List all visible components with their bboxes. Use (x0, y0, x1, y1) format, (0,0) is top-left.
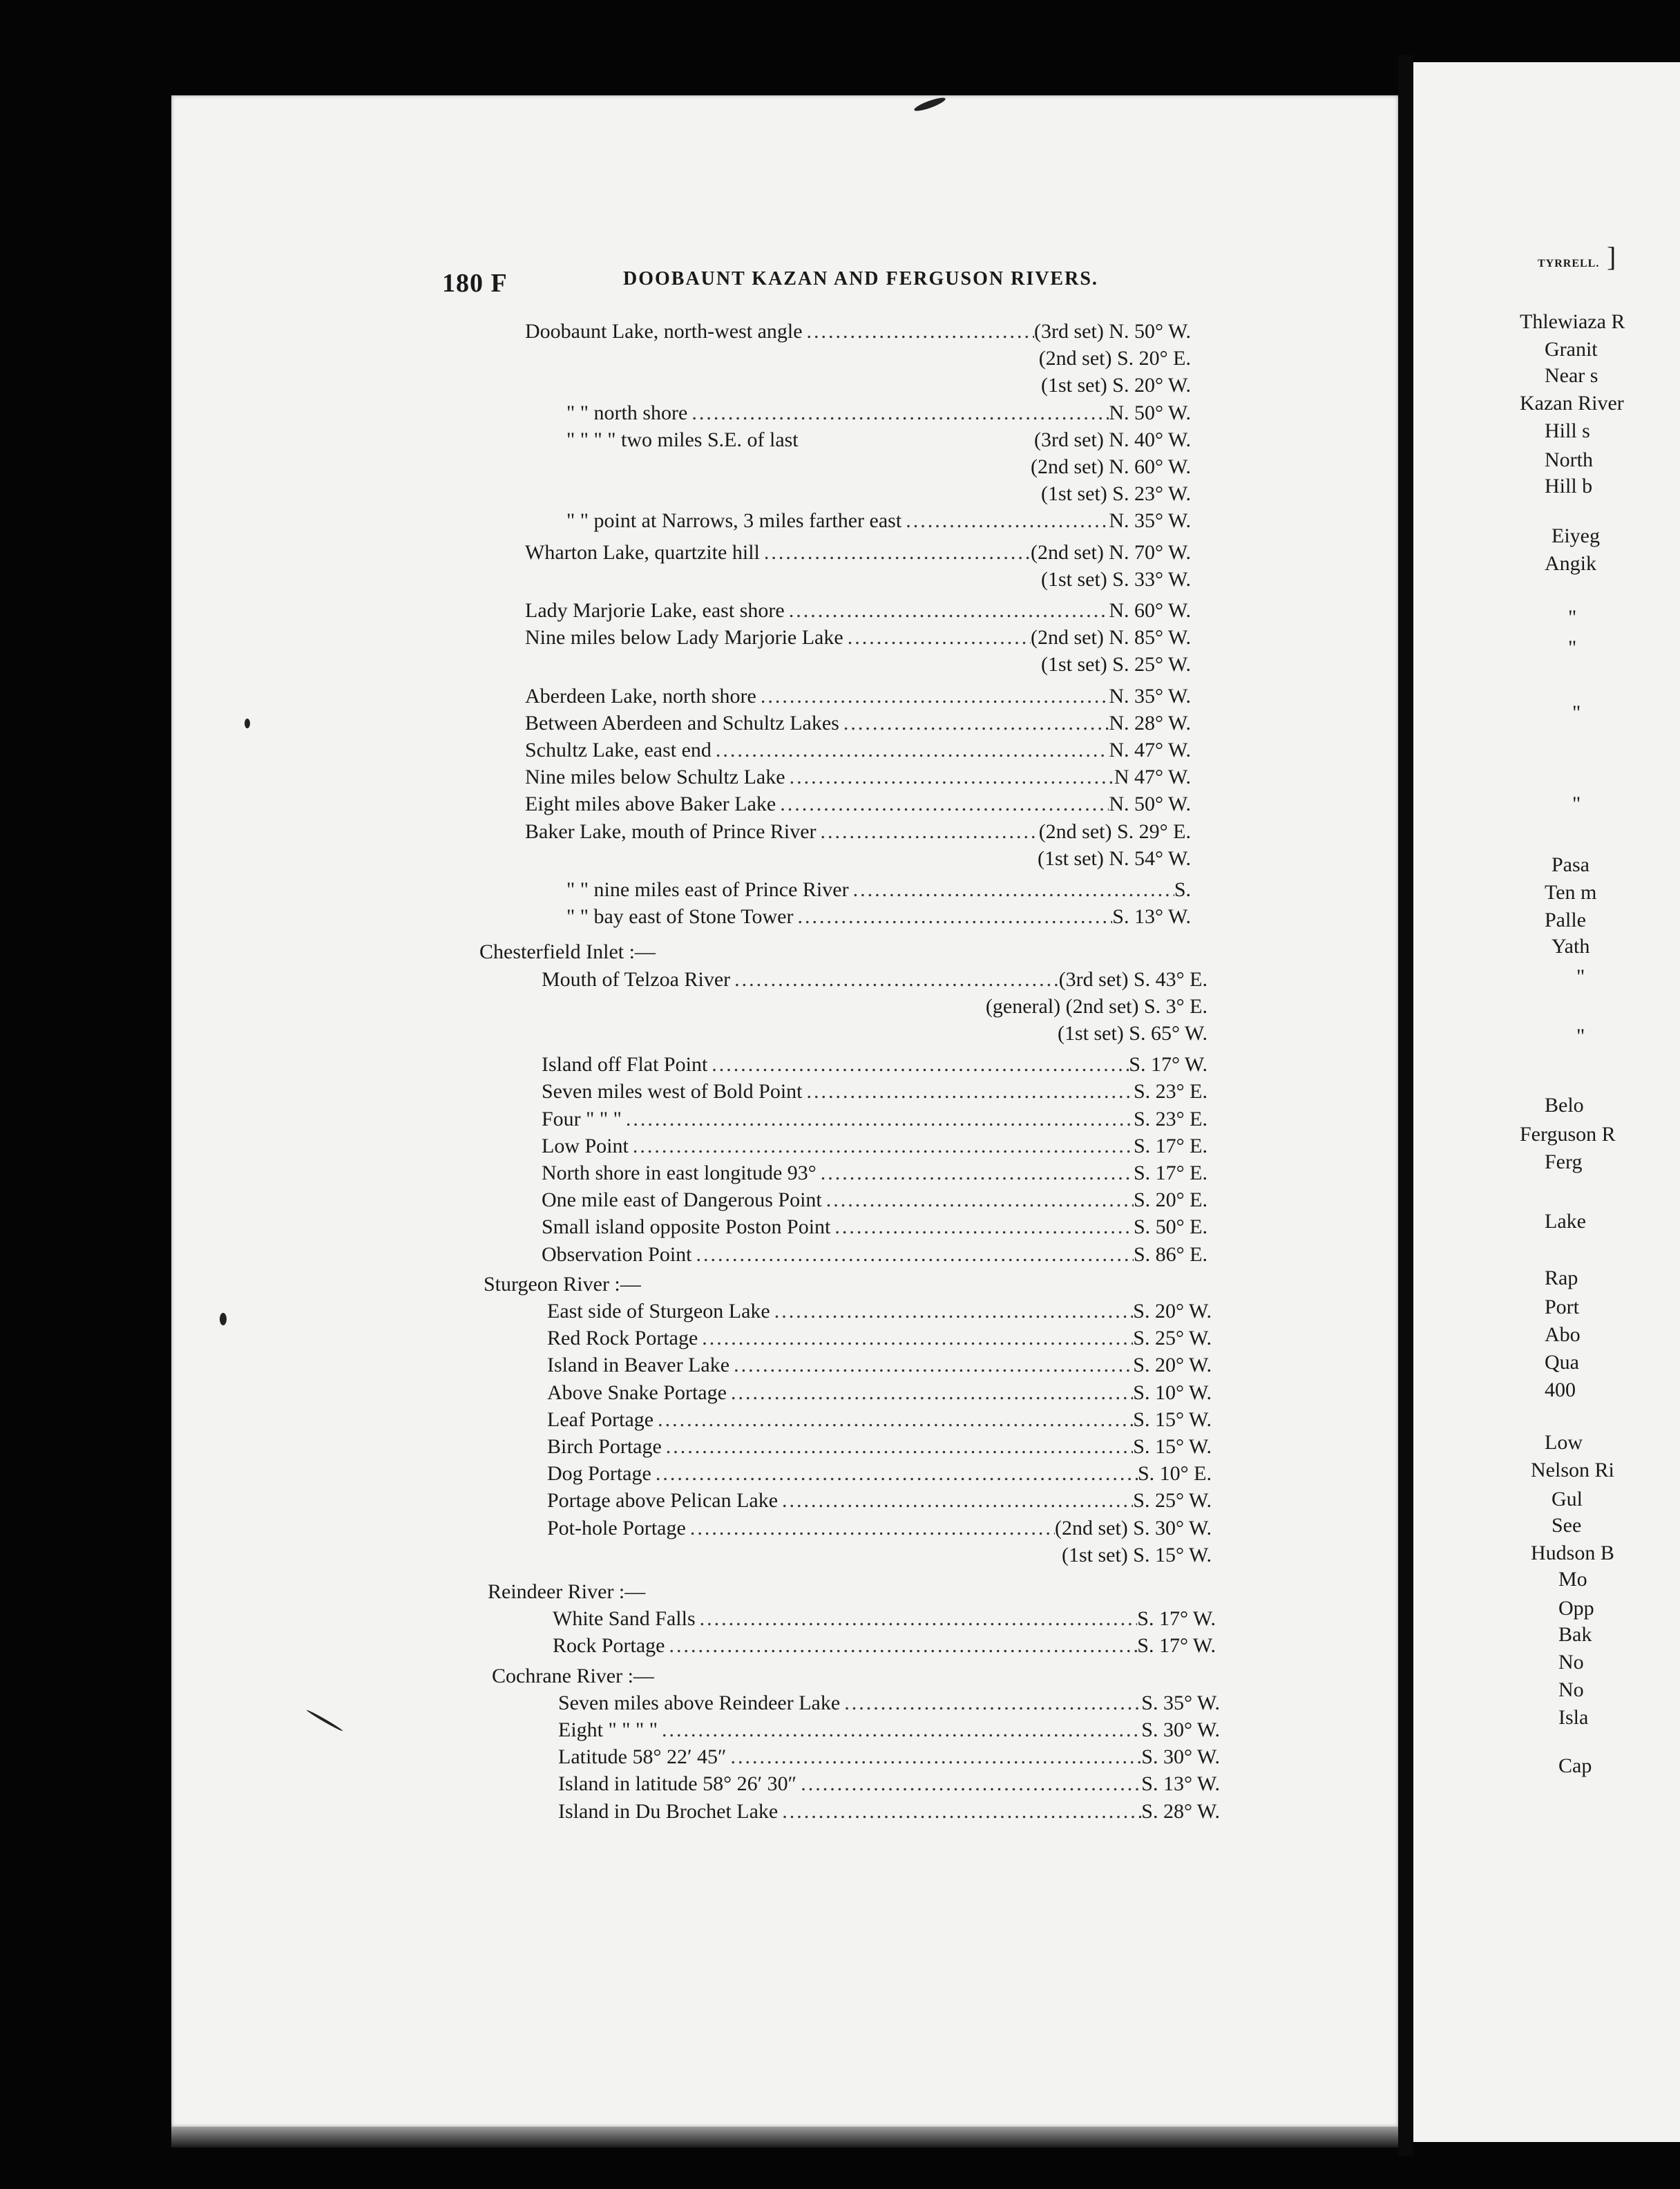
table-row (547, 1542, 1212, 1569)
table-row (525, 737, 1191, 764)
bearing-value: N. 35° W. (1109, 685, 1191, 708)
location-label: Eight miles above Baker Lake (525, 793, 776, 815)
bearing-value: S. 50° E. (1133, 1215, 1208, 1238)
page-bottom-shadow (171, 2127, 1398, 2148)
dot-leader (817, 1159, 1134, 1187)
bearing-value: (3rd set) S. 43° E. (1058, 968, 1208, 991)
location-label: Portage above Pelican Lake (547, 1489, 779, 1512)
location-label: Mouth of Telzoa River (542, 968, 731, 991)
bearing-value: S. 13° W. (1112, 905, 1191, 928)
right-page-line: Angik (1545, 552, 1596, 575)
dot-leader (760, 539, 1031, 567)
right-page-line: Ferguson R (1520, 1123, 1616, 1146)
bearing-value: N. 35° W. (1109, 509, 1191, 532)
table-row (525, 818, 1191, 846)
table-row (547, 1433, 1212, 1461)
dot-leader (686, 1515, 1055, 1542)
bearing-value: S. 17° W. (1137, 1607, 1216, 1630)
dot-leader (687, 399, 1109, 427)
location-label: Island in Du Brochet Lake (558, 1800, 779, 1823)
right-page-line: Palle (1545, 909, 1586, 931)
bearing-value: S. 20° E. (1133, 1188, 1208, 1211)
dot-leader (840, 1689, 1141, 1717)
right-page-line: Hudson B (1531, 1542, 1614, 1564)
location-label: Low Point (542, 1135, 629, 1157)
dot-leader (651, 1460, 1138, 1488)
section-heading: Cochrane River :— (492, 1665, 654, 1687)
dot-leader (665, 1632, 1137, 1660)
table-row (525, 318, 1191, 345)
right-page-line: Gul (1552, 1488, 1583, 1510)
right-page-line: Rap (1545, 1267, 1578, 1289)
dot-leader (776, 790, 1109, 818)
bearing-value: N. 60° W. (1109, 599, 1191, 622)
table-row (566, 876, 1191, 904)
bearing-value: (2nd set) S. 30° W. (1054, 1517, 1212, 1539)
right-page-line: " (1572, 793, 1581, 815)
location-label: Red Rock Portage (547, 1327, 698, 1349)
location-label: Island off Flat Point (542, 1053, 708, 1076)
table-row (547, 1406, 1212, 1434)
dot-leader (778, 1798, 1141, 1826)
right-page-line: Hill b (1545, 475, 1593, 498)
table-row (525, 566, 1191, 594)
right-page-line: Ferg (1545, 1150, 1583, 1173)
bearing-value: S. 25° W. (1133, 1489, 1212, 1512)
location-label: Nine miles below Lady Marjorie Lake (525, 626, 843, 649)
bearing-value: S. 86° E. (1133, 1243, 1208, 1266)
bearing-value: S. (1174, 878, 1191, 901)
dot-leader (658, 1716, 1141, 1744)
bearing-value: N 47° W. (1114, 766, 1191, 788)
bearing-value: (1st set) S. 20° W. (1040, 374, 1191, 397)
location-label: " " point at Narrows, 3 miles farther east (566, 509, 902, 532)
dot-leader (830, 1213, 1134, 1241)
location-label: Seven miles above Reindeer Lake (558, 1692, 841, 1714)
location-label: Eight " " " " (558, 1718, 658, 1741)
right-page-line: No (1558, 1678, 1584, 1701)
bearing-value: S. 25° W. (1133, 1327, 1212, 1349)
table-row (525, 372, 1191, 399)
location-label: Between Aberdeen and Schultz Lakes (525, 712, 839, 735)
bearing-value: (2nd set) S. 20° E. (1038, 347, 1191, 370)
location-label: North shore in east longitude 93° (542, 1162, 817, 1184)
right-page-line: Cap (1558, 1754, 1592, 1777)
right-page-line: 400 (1545, 1378, 1576, 1401)
table-row (547, 1515, 1212, 1542)
bearing-value: (3rd set) N. 40° W. (1034, 428, 1191, 451)
dot-leader (785, 764, 1114, 791)
bearing-value: S. 28° W. (1141, 1800, 1220, 1823)
table-row (542, 1133, 1208, 1160)
bearing-value: S. 15° W. (1133, 1408, 1212, 1431)
right-page-line: Low (1545, 1431, 1583, 1454)
table-row (566, 903, 1191, 931)
bearing-value: (1st set) S. 33° W. (1040, 568, 1191, 591)
right-page-line: Opp (1558, 1597, 1594, 1620)
right-page-line: Port (1545, 1296, 1580, 1318)
bearing-value: S. 10° E. (1137, 1462, 1212, 1485)
right-page-line: No (1558, 1651, 1584, 1674)
table-row (547, 1487, 1212, 1515)
table-row (542, 993, 1208, 1021)
table-row (566, 399, 1191, 427)
table-row (525, 480, 1191, 508)
table-row (525, 597, 1191, 625)
dot-leader (796, 1770, 1141, 1798)
right-bracket: ] (1607, 241, 1616, 272)
table-row (547, 1379, 1212, 1407)
table-row (553, 1605, 1216, 1633)
right-running-head: TYRRELL. (1538, 258, 1600, 269)
location-label: " " " " two miles S.E. of last (566, 428, 799, 451)
location-label: Baker Lake, mouth of Prince River (525, 820, 817, 843)
dot-leader (849, 876, 1174, 904)
bearing-value: (1st set) S. 25° W. (1040, 653, 1191, 676)
right-page-line: Belo (1545, 1094, 1584, 1117)
location-label: Four " " " (542, 1108, 622, 1130)
ink-speck (245, 719, 250, 728)
right-page-line: Isla (1558, 1706, 1589, 1729)
dot-leader (793, 903, 1112, 931)
dot-leader (712, 737, 1109, 764)
right-page-line: " (1572, 701, 1581, 724)
right-page-line: " (1576, 965, 1585, 988)
right-page-line: North (1545, 448, 1593, 471)
location-label: White Sand Falls (553, 1607, 696, 1630)
table-row (558, 1798, 1220, 1826)
dot-leader (662, 1433, 1134, 1461)
bearing-value: S. 35° W. (1141, 1692, 1220, 1714)
table-row (525, 453, 1191, 481)
right-page-line: Mo (1558, 1568, 1587, 1591)
location-label: Above Snake Portage (547, 1381, 727, 1404)
right-page-line: Kazan River (1520, 392, 1624, 415)
table-row (525, 624, 1191, 652)
bearing-value: (general) (2nd set) S. 3° E. (985, 995, 1208, 1018)
bearing-value: N. 28° W. (1109, 712, 1191, 735)
bearing-value: (1st set) S. 23° W. (1040, 482, 1191, 505)
location-label: Nine miles below Schultz Lake (525, 766, 785, 788)
table-row (542, 1186, 1208, 1214)
right-page-line: Qua (1545, 1351, 1579, 1374)
bearing-value: S. 10° W. (1133, 1381, 1212, 1404)
table-row (542, 1051, 1208, 1079)
table-row (558, 1689, 1220, 1717)
right-page-line: Thlewiaza R (1520, 310, 1625, 333)
table-row (566, 426, 1191, 454)
table-row (558, 1743, 1220, 1771)
bearing-value: N. 50° W. (1109, 401, 1191, 424)
table-row (542, 1241, 1208, 1269)
dot-leader (698, 1325, 1133, 1352)
table-row (542, 966, 1208, 994)
right-page-line: " (1568, 606, 1577, 629)
location-label: Leaf Portage (547, 1408, 654, 1431)
dot-leader (727, 1379, 1133, 1407)
table-row (525, 345, 1191, 372)
bearing-value: (2nd set) N. 60° W. (1031, 455, 1191, 478)
right-page-line: Granit (1545, 338, 1598, 361)
right-page-line: See (1552, 1514, 1582, 1537)
bearing-value: N. 47° W. (1109, 739, 1191, 761)
location-label: East side of Sturgeon Lake (547, 1300, 770, 1323)
dot-leader (803, 1078, 1134, 1106)
dot-leader (822, 1186, 1134, 1214)
table-row (542, 1020, 1208, 1048)
section-heading: Chesterfield Inlet :— (479, 940, 656, 963)
right-page-line: Lake (1545, 1210, 1586, 1233)
bearing-value: S. 20° W. (1133, 1300, 1212, 1323)
bearing-value: S. 13° W. (1141, 1772, 1220, 1795)
right-page-line: " (1568, 636, 1577, 659)
table-row (525, 790, 1191, 818)
location-label: One mile east of Dangerous Point (542, 1188, 822, 1211)
location-label: Island in latitude 58° 26′ 30″ (558, 1772, 797, 1795)
right-page-line: Ten m (1545, 881, 1597, 904)
bearing-value: (1st set) S. 15° W. (1061, 1544, 1212, 1566)
location-label: Aberdeen Lake, north shore (525, 685, 756, 708)
table-row (525, 539, 1191, 567)
table-row (547, 1352, 1212, 1379)
right-page-line: Abo (1545, 1323, 1581, 1346)
table-row (542, 1213, 1208, 1241)
table-row (553, 1632, 1216, 1660)
right-page-line: Bak (1558, 1623, 1592, 1646)
dot-leader (770, 1298, 1134, 1325)
dot-leader (817, 818, 1039, 846)
page-number: 180 F (442, 269, 508, 298)
book-gutter (1398, 55, 1413, 2156)
bearing-value: S. 23° E. (1133, 1080, 1208, 1103)
table-row (525, 764, 1191, 791)
location-label: Latitude 58° 22′ 45″ (558, 1745, 727, 1768)
dot-leader (622, 1106, 1134, 1133)
location-label: Rock Portage (553, 1634, 665, 1657)
table-row (566, 507, 1191, 535)
ink-speck (220, 1313, 227, 1325)
table-row (547, 1298, 1212, 1325)
dot-leader (707, 1051, 1129, 1079)
location-label: " " nine miles east of Prince River (566, 878, 849, 901)
dot-leader (901, 507, 1109, 535)
dot-leader (727, 1743, 1142, 1771)
bearing-value: N. 50° W. (1109, 793, 1191, 815)
bearing-value: S. 17° W. (1129, 1053, 1208, 1076)
table-row (525, 683, 1191, 710)
location-label: Wharton Lake, quartzite hill (525, 541, 760, 564)
bearing-value: (2nd set) N. 85° W. (1031, 626, 1191, 649)
dot-leader (653, 1406, 1133, 1434)
location-label: Island in Beaver Lake (547, 1354, 730, 1376)
location-label: Schultz Lake, east end (525, 739, 712, 761)
location-label: Dog Portage (547, 1462, 651, 1485)
section-heading: Reindeer River :— (488, 1580, 646, 1603)
right-page-line: Near s (1545, 364, 1598, 387)
dot-leader (843, 624, 1031, 652)
bearing-value: (1st set) N. 54° W. (1038, 847, 1191, 870)
table-row (542, 1078, 1208, 1106)
table-row (558, 1716, 1220, 1744)
running-head: DOOBAUNT KAZAN AND FERGUSON RIVERS. (623, 268, 1098, 290)
table-row (547, 1325, 1212, 1352)
dot-leader (785, 597, 1109, 625)
location-label: " " north shore (566, 401, 688, 424)
right-page-line: Hill s (1545, 419, 1590, 442)
dot-leader (778, 1487, 1133, 1515)
right-page-line: Eiyeg (1552, 524, 1600, 547)
dot-leader (730, 966, 1059, 994)
bearing-value: S. 23° E. (1133, 1108, 1208, 1130)
location-label: Lady Marjorie Lake, east shore (525, 599, 785, 622)
bearing-value: (1st set) S. 65° W. (1057, 1022, 1208, 1045)
bearing-value: S. 17° E. (1133, 1162, 1208, 1184)
bearing-value: S. 15° W. (1133, 1435, 1212, 1458)
table-row (542, 1106, 1208, 1133)
location-label: Observation Point (542, 1243, 692, 1266)
right-page-line: Pasa (1552, 853, 1590, 876)
table-row (525, 710, 1191, 737)
section-heading: Sturgeon River :— (484, 1273, 641, 1296)
dot-leader (839, 710, 1109, 737)
location-label: Seven miles west of Bold Point (542, 1080, 803, 1103)
location-label: Doobaunt Lake, north-west angle (525, 320, 803, 343)
table-row (525, 651, 1191, 679)
table-row (525, 845, 1191, 873)
table-row (542, 1159, 1208, 1187)
right-page-line: Nelson Ri (1531, 1459, 1614, 1481)
bearing-value: S. 30° W. (1141, 1745, 1220, 1768)
bearing-value: (2nd set) S. 29° E. (1038, 820, 1191, 843)
bearing-value: (2nd set) N. 70° W. (1031, 541, 1191, 564)
right-page-line: Yath (1552, 935, 1590, 958)
bearing-value: S. 20° W. (1133, 1354, 1212, 1376)
dot-leader (729, 1352, 1133, 1379)
bearing-value: S. 30° W. (1141, 1718, 1220, 1741)
dot-leader (803, 318, 1034, 345)
location-label: Small island opposite Poston Point (542, 1215, 831, 1238)
bearing-value: S. 17° E. (1133, 1135, 1208, 1157)
bearing-value: S. 17° W. (1137, 1634, 1216, 1657)
bearing-value: (3rd set) N. 50° W. (1034, 320, 1191, 343)
dot-leader (696, 1605, 1138, 1633)
table-row (547, 1460, 1212, 1488)
dot-leader (756, 683, 1109, 710)
location-label: " " bay east of Stone Tower (566, 905, 794, 928)
dot-leader (629, 1133, 1134, 1160)
location-label: Pot-hole Portage (547, 1517, 686, 1539)
table-row (558, 1770, 1220, 1798)
dot-leader (692, 1241, 1134, 1269)
right-page-line: " (1576, 1025, 1585, 1048)
location-label: Birch Portage (547, 1435, 662, 1458)
